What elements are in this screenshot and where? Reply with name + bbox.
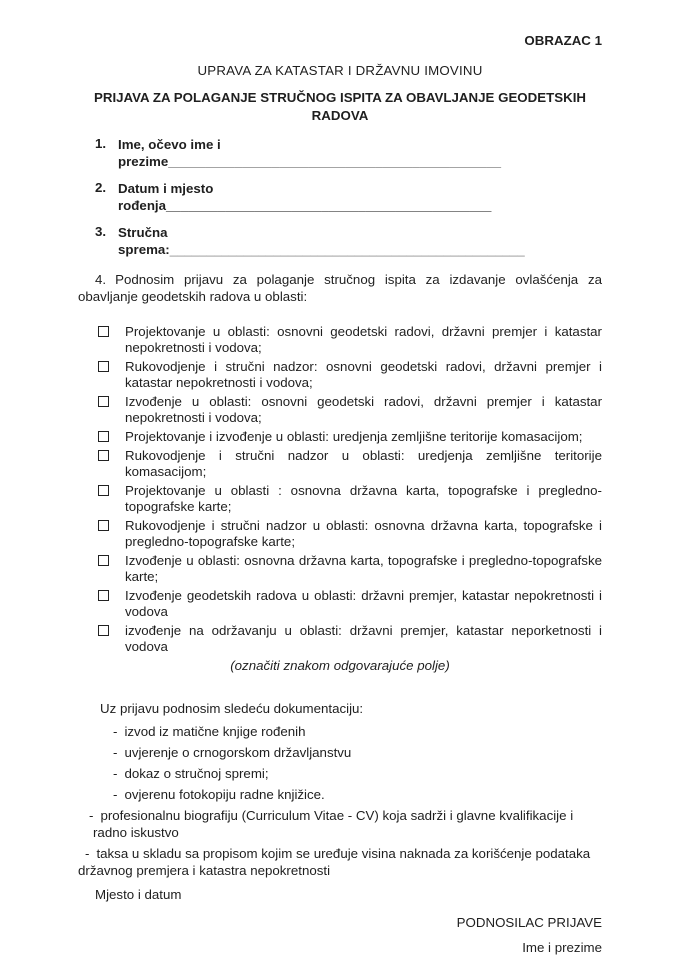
checkbox-option-4[interactable] — [98, 431, 109, 442]
documents-intro: Uz prijavu podnosim sledeću dokumentaciju: — [100, 700, 364, 716]
document-item-cv — [78, 807, 602, 841]
option-5-label: Rukovodjenje i stručni nadzor u oblasti: uredjenja zemljišne teritorije komasacijom; — [125, 448, 602, 479]
document-item-2-text: uvjerenje o crnogorskom državljanstvu — [124, 745, 352, 760]
field-3-label-line2: sprema: — [118, 242, 170, 257]
document-item-4 — [78, 786, 602, 803]
birth-input-line[interactable]: ____________________________________________ — [166, 198, 492, 213]
option-1-label: Projektovanje u oblasti: osnovni geodetski radovi, državni premjer i katastar nepokretnosti i vodova; — [125, 324, 602, 355]
field-3-label-line1: Stručna — [118, 225, 168, 240]
option-10-label: izvođenje na održavanju u oblasti: državni premjer, katastar neporketnosti i vodova — [125, 623, 602, 654]
document-item-2 — [78, 744, 602, 761]
dash-bullet: - — [85, 846, 90, 861]
option-row-10 — [78, 623, 602, 655]
checkbox-option-1[interactable] — [98, 326, 109, 337]
dash-bullet: - — [89, 808, 94, 823]
authorization-options-list — [78, 324, 602, 655]
dash-bullet: - — [113, 766, 118, 781]
option-row-3 — [78, 394, 602, 426]
field-name-row — [78, 136, 602, 170]
field-1-number: 1. — [95, 136, 107, 151]
option-4-label: Projektovanje i izvođenje u oblasti: uredjenja zemljišne teritorije komasacijom; — [125, 429, 583, 444]
option-2-label: Rukovodjenje i stručni nadzor: osnovni geodetski radovi, državni premjer i katastar nepokretnosti i vodova; — [125, 359, 602, 390]
checkbox-option-9[interactable] — [98, 590, 109, 601]
place-date-label: Mjesto i datum — [95, 887, 182, 902]
field-2-label-line2: rođenja — [118, 198, 167, 213]
document-item-4-text: ovjerenu fotokopiju radne knjižice. — [124, 787, 325, 802]
document-item-1-text: izvod iz matične knjige rođenih — [124, 724, 306, 739]
checkbox-option-10[interactable] — [98, 625, 109, 636]
option-row-5 — [78, 448, 602, 480]
checkbox-option-7[interactable] — [98, 520, 109, 531]
document-item-cv-text: profesionalnu biografiju (Curriculum Vitae - CV) koja sadrži i glavne kvalifikacije i radno iskustvo — [93, 808, 574, 840]
option-row-8 — [78, 553, 602, 585]
checkbox-option-2[interactable] — [98, 361, 109, 372]
checkbox-option-8[interactable] — [98, 555, 109, 566]
document-item-1 — [78, 723, 602, 740]
dash-bullet: - — [113, 745, 118, 760]
mark-field-note: (označiti znakom odgovarajuće polje) — [230, 658, 450, 673]
application-statement-text: Podnosim prijavu za polaganje stručnog ispita za izdavanje ovlašćenja za obavljanje geodetskih radova u oblasti: — [78, 272, 602, 304]
option-6-label: Projektovanje u oblasti : osnovna državna karta, topografske i pregledno-topografske karte; — [125, 483, 602, 514]
option-row-4 — [78, 429, 602, 445]
field-2-label-line1: Datum i mjesto — [118, 181, 214, 196]
option-3-label: Izvođenje u oblasti: osnovni geodetski radovi, državni premjer i katastar nepokretnosti i vodova; — [125, 394, 602, 425]
document-item-tax — [78, 845, 602, 879]
dash-bullet: - — [113, 724, 118, 739]
application-statement — [78, 271, 602, 305]
field-3-number: 3. — [95, 224, 107, 239]
checkbox-option-5[interactable] — [98, 450, 109, 461]
document-title — [78, 89, 602, 125]
field-education-row — [78, 224, 602, 258]
option-row-9 — [78, 588, 602, 620]
checkbox-option-3[interactable] — [98, 396, 109, 407]
field-4-number: 4. — [95, 272, 107, 287]
document-title-line2: RADOVA — [311, 108, 369, 123]
document-item-tax-text: taksa u skladu sa propisom kojim se uređuje visina naknada za korišćenje podataka državnog premjera i katastra nepokretnosti — [78, 846, 591, 878]
field-1-label-line1: Ime, očevo ime i — [118, 137, 221, 152]
name-input-line[interactable]: _____________________________________________ — [168, 154, 502, 169]
dash-bullet: - — [113, 787, 118, 802]
option-8-label: Izvođenje u oblasti: osnovna državna karta, topografske i pregledno-topografske karte; — [125, 553, 602, 584]
submitter-heading: PODNOSILAC PRIJAVE — [456, 914, 602, 930]
education-input-line[interactable]: ________________________________________________ — [169, 242, 525, 257]
option-row-7 — [78, 518, 602, 550]
field-birth-row — [78, 180, 602, 214]
option-row-6 — [78, 483, 602, 515]
field-1-label-line2: prezime — [118, 154, 169, 169]
option-7-label: Rukovodjenje i stručni nadzor u oblasti: osnovna državna karta, topografske i pregledno-topografske karte; — [125, 518, 602, 549]
option-row-1 — [78, 324, 602, 356]
signature-block — [78, 914, 602, 956]
document-item-3 — [78, 765, 602, 782]
option-9-label: Izvođenje geodetskih radova u oblasti: državni premjer, katastar nepokretnosti i vodova — [125, 588, 602, 619]
document-item-3-text: dokaz o stručnoj spremi; — [124, 766, 269, 781]
option-row-2 — [78, 359, 602, 391]
signature-name-label: Ime i prezime — [522, 939, 602, 955]
field-2-number: 2. — [95, 180, 107, 195]
document-title-line1: PRIJAVA ZA POLAGANJE STRUČNOG ISPITA ZA OBAVLJANJE GEODETSKIH — [93, 90, 587, 105]
form-number-label: OBRAZAC 1 — [524, 33, 602, 48]
organization-title: UPRAVA ZA KATASTAR I DRŽAVNU IMOVINU — [197, 62, 483, 78]
checkbox-option-6[interactable] — [98, 485, 109, 496]
